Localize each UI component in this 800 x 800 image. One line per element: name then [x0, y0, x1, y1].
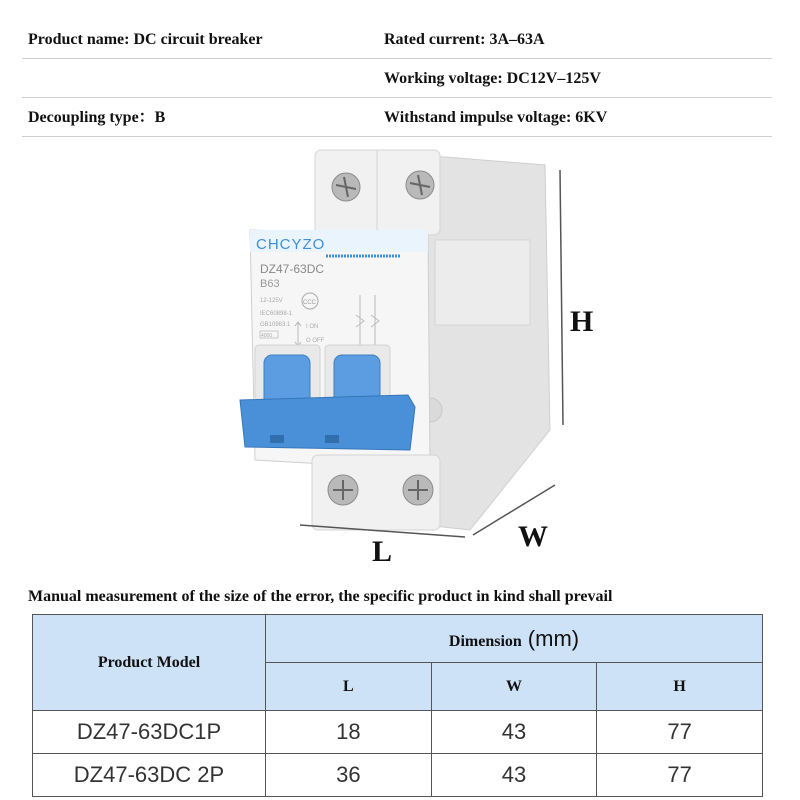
rated-current: Rated current: 3A–63A: [384, 31, 545, 48]
standard1-label: IEC60898-1: [260, 311, 293, 317]
row-l: 18: [266, 711, 432, 754]
off-label: O OFF: [306, 338, 325, 344]
rating-label: B63: [260, 278, 280, 290]
col-w-header: W: [431, 663, 597, 711]
dimension-header-label: Dimension: [448, 632, 522, 650]
on-label: I ON: [306, 324, 319, 330]
working-voltage: Working voltage: DC12V–125V: [384, 70, 601, 87]
row-w: 43: [431, 711, 597, 754]
model-header: Product Model: [33, 615, 266, 711]
ccc-label: CCC: [303, 300, 316, 306]
row-h: 77: [597, 711, 763, 754]
spec-row-3: [22, 98, 772, 137]
height-dimension-line: [560, 170, 563, 425]
measurement-note: Manual measurement of the size of the error, the specific product in kind shall prevail: [28, 588, 613, 605]
row-w: 43: [431, 754, 597, 797]
col-h-header: H: [597, 663, 763, 711]
row-model: DZ47-63DC 2P: [33, 754, 266, 797]
circuit-breaker-image: [230, 145, 610, 565]
product-name: Product name: DC circuit breaker: [28, 31, 263, 48]
row-model: DZ47-63DC1P: [33, 711, 266, 754]
voltage-label: 12-125V: [260, 298, 283, 304]
decoupling-type: Decoupling type：B: [28, 109, 166, 126]
dimension-header: [266, 615, 763, 663]
table-row: [33, 754, 763, 797]
dimension-table: [32, 614, 763, 797]
breaking-label: 4000: [261, 333, 273, 339]
col-l-header: L: [266, 663, 432, 711]
model-label: DZ47-63DC: [260, 262, 325, 276]
row-l: 36: [266, 754, 432, 797]
table-row: [33, 711, 763, 754]
spec-table: [22, 20, 772, 137]
length-label: L: [372, 535, 393, 568]
spec-row-1: [22, 20, 772, 59]
brand-label: CHCYZO: [256, 236, 326, 253]
withstand-voltage: Withstand impulse voltage: 6KV: [384, 109, 608, 126]
height-label: H: [570, 305, 594, 338]
width-label: W: [518, 520, 548, 553]
spec-row-2: [22, 59, 772, 98]
unit-label: (mm): [527, 625, 580, 651]
standard2-label: GB10963.1: [260, 322, 291, 328]
row-h: 77: [597, 754, 763, 797]
